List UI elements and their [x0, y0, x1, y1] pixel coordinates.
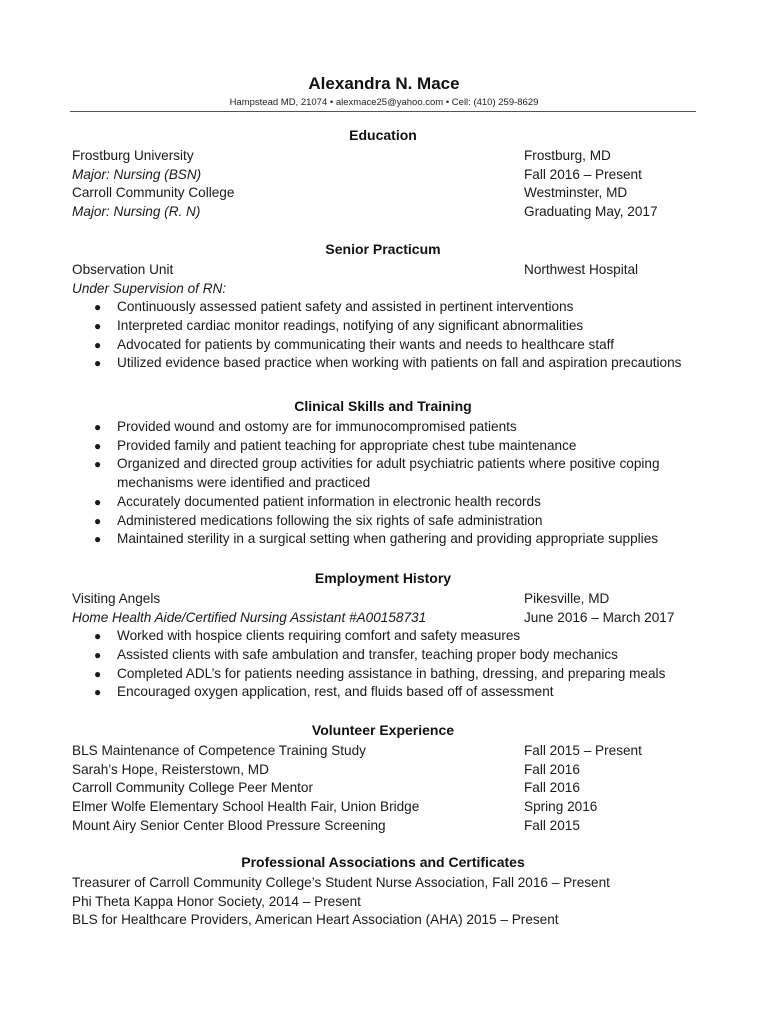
education-row: [72, 184, 702, 203]
practicum-unit: Observation Unit: [72, 262, 174, 277]
education-location: Frostburg, MD: [524, 148, 611, 163]
volunteer-activity: BLS Maintenance of Competence Training Study: [72, 743, 366, 758]
education-dates: Graduating May, 2017: [524, 204, 658, 220]
bullet-icon: ●: [94, 319, 102, 334]
volunteer-activity: Elmer Wolfe Elementary School Health Fair, Union Bridge: [72, 799, 420, 815]
list-item: ● Utilized evidence based practice when working with patients on fall and aspiration precautions: [72, 354, 707, 373]
bullet-icon: ●: [94, 513, 102, 528]
section-title-associations: Professional Associations and Certificates: [241, 854, 525, 870]
list-item: ● Continuously assessed patient safety and assisted in pertinent interventions: [72, 298, 707, 317]
bullet-icon: ●: [94, 685, 102, 700]
volunteer-dates: Fall 2015 – Present: [524, 743, 642, 758]
volunteer-row: [72, 742, 702, 761]
volunteer-row: [72, 761, 702, 780]
association-item: BLS for Healthcare Providers, American Heart Association (AHA) 2015 – Present: [72, 912, 559, 928]
section-title-volunteer: Volunteer Experience: [311, 722, 455, 738]
volunteer-dates: Fall 2015: [524, 817, 580, 833]
bullet-icon: ●: [94, 438, 102, 453]
list-item: ● Administered medications following the six rights of safe administration: [72, 512, 707, 531]
list-item: ● Provided wound and ostomy are for immunocompromised patients: [72, 418, 707, 437]
practicum-supervision-row: [72, 280, 702, 299]
volunteer-activity: Sarah’s Hope, Reisterstown, MD: [72, 761, 269, 777]
association-item: Treasurer of Carroll Community College’s Student Nurse Association, Fall 2016 – Present: [72, 875, 610, 890]
volunteer-section: [72, 721, 702, 835]
volunteer-activity: Carroll Community College Peer Mentor: [72, 780, 313, 796]
education-major: Major: Nursing (BSN): [72, 166, 202, 182]
volunteer-row: [72, 798, 702, 817]
list-item: ● Completed ADL’s for patients needing assistance in bathing, dressing, and preparing meals: [72, 665, 707, 684]
education-location: Westminster, MD: [524, 185, 628, 201]
bullet-icon: ●: [94, 420, 102, 434]
employer-name: Visiting Angels: [72, 591, 161, 606]
practicum-bullet-list: [72, 298, 702, 373]
bullet-icon: ●: [94, 648, 102, 663]
volunteer-dates: Spring 2016: [524, 799, 598, 815]
contact-line: Hampstead MD, 21074 • alexmace25@yahoo.com • Cell: (410) 259-8629: [229, 97, 539, 108]
education-dates: Fall 2016 – Present: [524, 166, 642, 182]
education-row: [72, 166, 702, 185]
candidate-name: Alexandra N. Mace: [308, 74, 460, 93]
employment-bullet-list: [72, 627, 702, 702]
volunteer-dates: Fall 2016: [524, 780, 580, 796]
list-item: ● Worked with hospice clients requiring comfort and safety measures: [72, 627, 707, 646]
volunteer-dates: Fall 2016: [524, 761, 580, 777]
section-title-clinical: Clinical Skills and Training: [294, 398, 472, 414]
bullet-icon: ●: [94, 532, 102, 547]
list-item: ● Provided family and patient teaching for appropriate chest tube maintenance: [72, 437, 707, 456]
bullet-icon: ●: [94, 629, 102, 644]
list-item: ● Assisted clients with safe ambulation and transfer, teaching proper body mechanics: [72, 646, 707, 665]
header-divider: [70, 111, 696, 112]
bullet-icon: ●: [94, 457, 102, 472]
volunteer-activity: Mount Airy Senior Center Blood Pressure Screening: [72, 817, 386, 833]
employment-role: Home Health Aide/Certified Nursing Assistant #A00158731: [72, 609, 427, 625]
bullet-icon: ●: [94, 337, 102, 352]
association-item: Phi Theta Kappa Honor Society, 2014 – Present: [72, 893, 361, 909]
clinical-section: [72, 397, 702, 549]
education-row: [72, 203, 702, 222]
employment-section: [72, 569, 702, 702]
bullet-icon: ●: [94, 494, 102, 509]
practicum-location: Northwest Hospital: [524, 262, 639, 277]
list-item: ● Interpreted cardiac monitor readings, notifying of any significant abnormalities: [72, 317, 707, 336]
education-school: Carroll Community College: [72, 185, 235, 201]
bullet-icon: ●: [94, 300, 102, 315]
education-row: [72, 147, 702, 166]
employment-row: [72, 590, 702, 609]
list-item: ● Encouraged oxygen application, rest, and fluids based off of assessment: [72, 683, 707, 702]
section-title-practicum: Senior Practicum: [325, 241, 441, 257]
volunteer-row: [72, 779, 702, 798]
employment-dates: June 2016 – March 2017: [524, 609, 675, 625]
associations-section: [72, 853, 702, 930]
clinical-bullet-list: [72, 418, 702, 549]
section-title-education: Education: [349, 127, 417, 143]
bullet-icon: ●: [94, 356, 102, 371]
list-item: ● Accurately documented patient information in electronic health records: [72, 493, 707, 512]
volunteer-row: [72, 817, 702, 836]
list-item: ● Organized and directed group activities for adult psychiatric patients where positive coping mechanisms were identified and practiced: [94, 456, 660, 491]
section-title-employment: Employment History: [314, 570, 452, 586]
employment-role-row: [72, 609, 702, 628]
education-major: Major: Nursing (R. N): [72, 204, 201, 220]
bullet-icon: ●: [94, 666, 102, 681]
education-section: [72, 126, 702, 222]
list-item: ● Advocated for patients by communicating their wants and needs to healthcare staff: [72, 336, 707, 355]
practicum-section: [72, 240, 702, 373]
employer-location: Pikesville, MD: [524, 591, 610, 606]
practicum-supervision: Under Supervision of RN:: [72, 280, 227, 296]
education-school: Frostburg University: [72, 148, 194, 163]
list-item: ● Maintained sterility in a surgical setting when gathering and providing appropriate supplies: [72, 530, 707, 549]
practicum-row: [72, 261, 702, 280]
